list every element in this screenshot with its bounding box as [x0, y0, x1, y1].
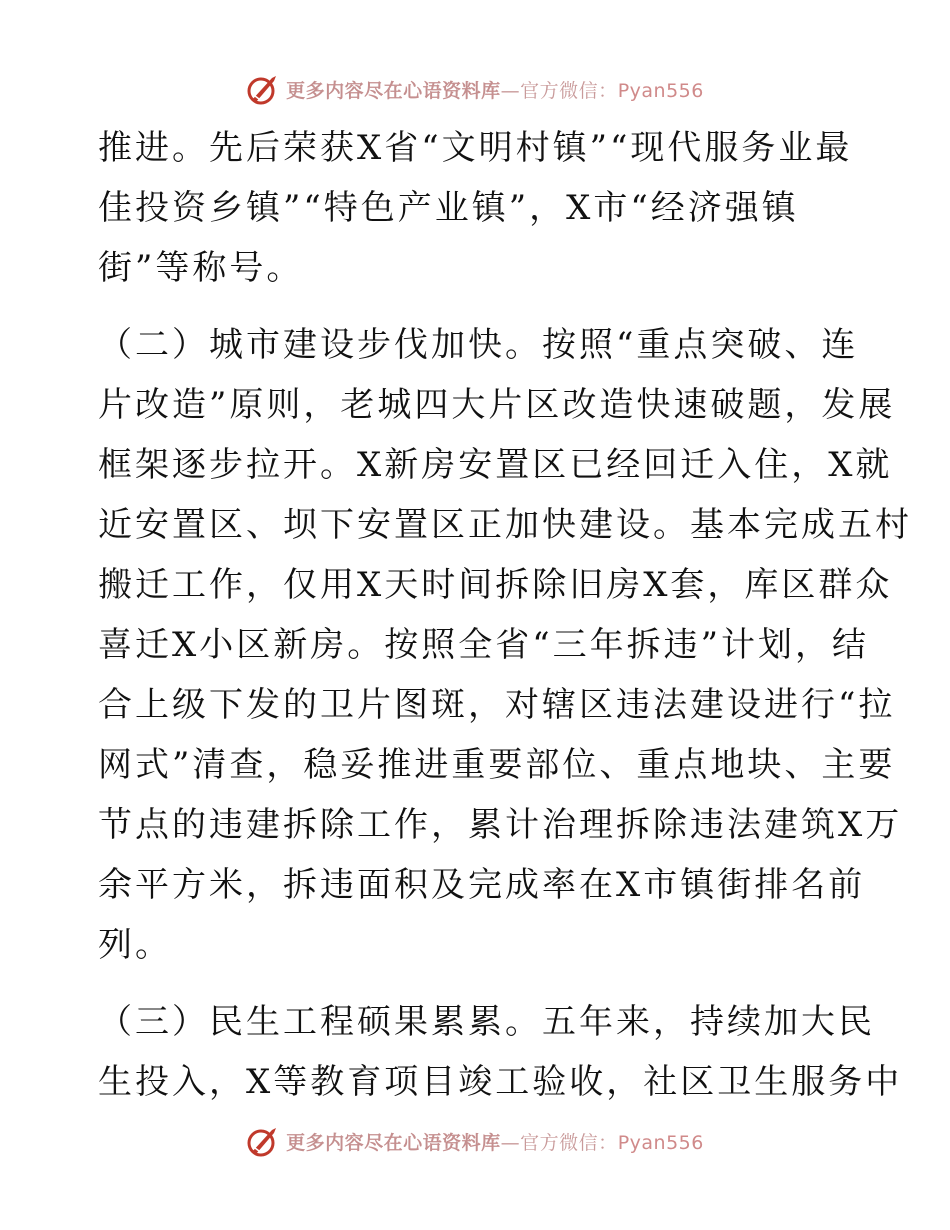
watermark-text	[286, 76, 704, 103]
quill-pen-seal-icon	[246, 1124, 280, 1158]
text-line: 节点的违建拆除工作，累计治理拆除违法建筑X万	[98, 805, 903, 845]
text-line: 生投入，X等教育项目竣工验收，社区卫生服务中	[98, 1062, 903, 1102]
text-line: 搬迁工作，仅用X天时间拆除旧房X套，库区群众	[98, 565, 893, 605]
paragraph-3	[98, 992, 903, 1112]
watermark-main: 更多内容尽在心语资料库	[286, 79, 501, 102]
watermark-text	[286, 1128, 704, 1155]
footer-watermark	[0, 1124, 950, 1158]
paragraph-1	[98, 118, 858, 298]
text-line: （三）民生工程硕果累累。五年来，持续加大民	[98, 1002, 875, 1042]
text-line: 网式”清查，稳妥推进重要部位、重点地块、主要	[98, 745, 896, 785]
text-line: 近安置区、坝下安置区正加快建设。基本完成五村	[98, 505, 912, 545]
watermark-separator: —	[500, 1131, 521, 1154]
watermark-handle: Pyan556	[617, 1131, 704, 1154]
watermark-separator: —	[500, 79, 521, 102]
text-line: 列。	[98, 925, 172, 965]
text-line: （二）城市建设步伐加快。按照“重点突破、连	[98, 325, 859, 365]
text-line: 合上级下发的卫片图斑，对辖区违法建设进行“拉	[98, 685, 896, 725]
text-line: 余平方米，拆违面积及完成率在X市镇街排名前	[98, 865, 866, 905]
text-line: 街”等称号。	[98, 248, 304, 288]
watermark-contact: 官方微信：	[520, 79, 618, 102]
text-line: 推进。先后荣获X省“文明村镇”“现代服务业最	[98, 128, 853, 168]
text-line: 片改造”原则，老城四大片区改造快速破题，发展	[98, 385, 896, 425]
watermark-main: 更多内容尽在心语资料库	[286, 1131, 501, 1154]
text-line: 框架逐步拉开。X新房安置区已经回迁入住，X就	[98, 445, 893, 485]
text-line: 佳投资乡镇”“特色产业镇”，X市“经济强镇	[98, 188, 799, 228]
text-line: 喜迁X小区新房。按照全省“三年拆违”计划，结	[98, 625, 869, 665]
watermark-handle: Pyan556	[617, 79, 704, 102]
header-watermark	[0, 72, 950, 106]
paragraph-2	[98, 315, 912, 975]
watermark-contact: 官方微信：	[520, 1131, 618, 1154]
quill-pen-seal-icon	[246, 72, 280, 106]
document-body	[98, 118, 912, 1112]
